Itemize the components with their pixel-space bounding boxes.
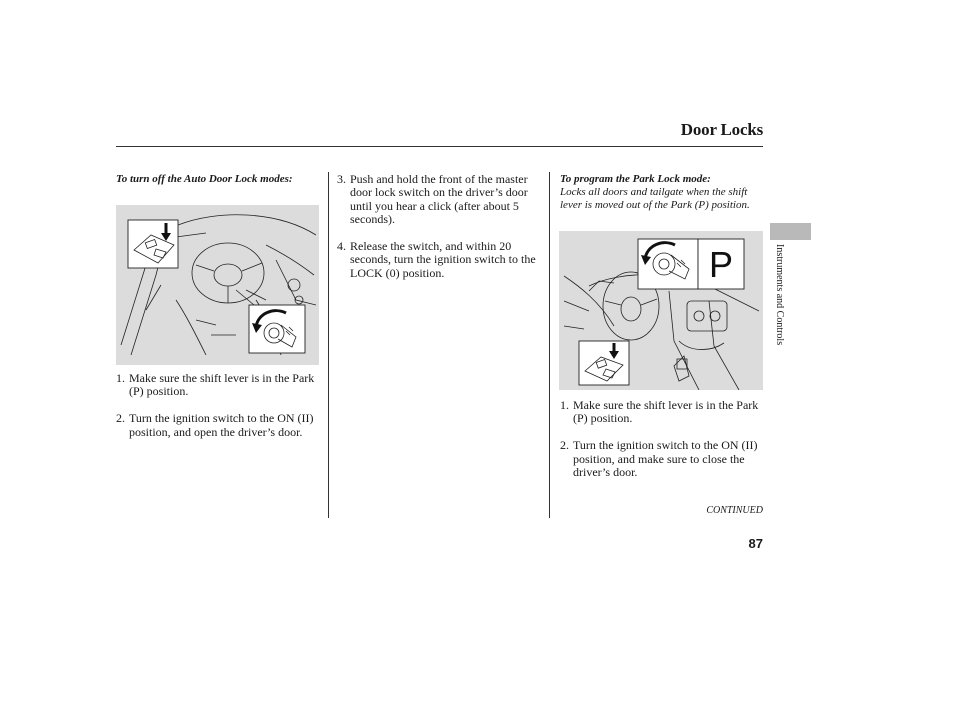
list-item	[337, 173, 542, 227]
park-lock-description: Locks all doors and tailgate when the shift lever is moved out of the Park (P) position.	[560, 186, 750, 212]
park-p-symbol: P	[708, 244, 734, 285]
dashboard-figure-left	[116, 205, 319, 365]
step-number: 2.	[116, 411, 125, 426]
auto-lock-off-heading: To turn off the Auto Door Lock modes:	[116, 173, 293, 185]
list-item	[116, 412, 324, 439]
title-rule	[116, 146, 763, 147]
list-item	[560, 439, 765, 479]
section-label: Instruments and Controls	[774, 244, 785, 346]
step-number: 4.	[337, 239, 346, 254]
left-column	[116, 173, 321, 186]
column-divider-right	[549, 172, 550, 518]
step-text: Release the switch, and within 20 seconds, turn the ignition switch to the LOCK (0) position.	[350, 239, 536, 280]
list-item	[560, 399, 765, 426]
list-item	[337, 240, 542, 280]
step-text: Make sure the shift lever is in the Park (P) position.	[129, 371, 315, 399]
page-number: 87	[748, 536, 763, 551]
step-number: 1.	[560, 398, 569, 412]
step-text: Turn the ignition switch to the ON (II) position, and make sure to close the driver’s door.	[573, 438, 758, 480]
middle-steps	[337, 173, 542, 294]
right-steps	[560, 399, 765, 493]
step-text: Turn the ignition switch to the ON (II) position, and open the driver’s door.	[129, 411, 314, 439]
continued-label: CONTINUED	[706, 505, 763, 516]
dashboard-figure-right	[559, 231, 763, 390]
step-number: 2.	[560, 438, 569, 453]
right-column-header	[560, 173, 760, 213]
park-lock-heading: To program the Park Lock mode:	[560, 173, 711, 185]
step-number: 1.	[116, 371, 125, 385]
step-text: Push and hold the front of the master door lock switch on the driver’s door until you hear a click (after about 5 seconds).	[350, 172, 528, 227]
step-number: 3.	[337, 172, 346, 186]
column-divider-left	[328, 172, 329, 518]
step-text: Make sure the shift lever is in the Park (P) position.	[573, 398, 759, 426]
list-item	[116, 372, 324, 399]
section-tab	[770, 223, 811, 240]
left-steps	[116, 372, 324, 452]
page-title: Door Locks	[680, 120, 763, 139]
